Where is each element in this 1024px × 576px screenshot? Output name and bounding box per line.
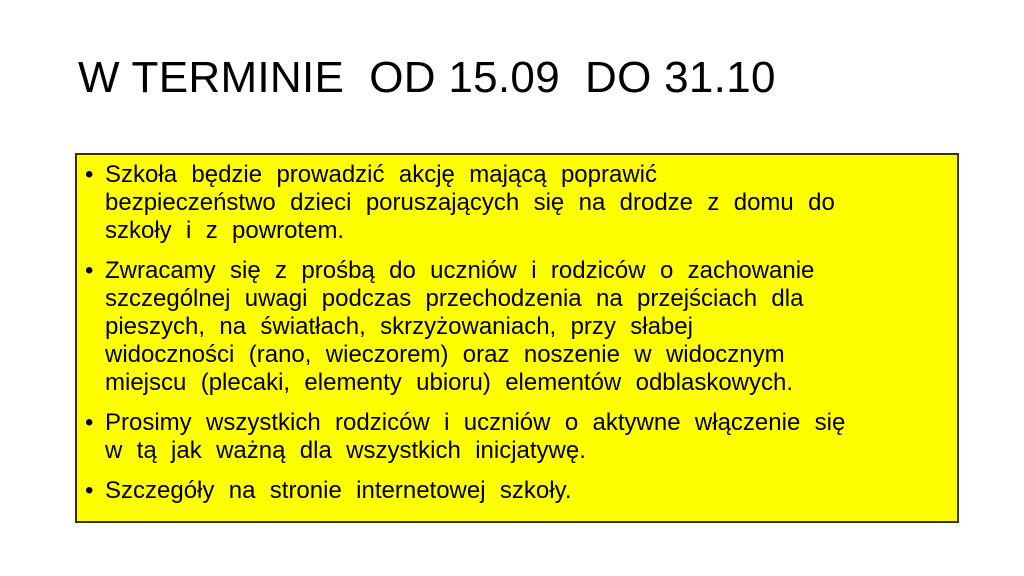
bullet-item-4 — [82, 477, 949, 505]
bullet-1-line-1: Szkoła będzie prowadzić akcję mającą poprawić — [105, 161, 657, 188]
bullet-marker: • — [85, 161, 94, 188]
bullet-item-2 — [82, 257, 949, 397]
bullet-3-line-1: Prosimy wszystkich rodziców i uczniów o aktywne włączenie się — [105, 409, 846, 436]
bullet-item-1 — [82, 161, 949, 245]
bullet-3-line-2: w tą jak ważną dla wszystkich inicjatywę. — [105, 437, 586, 464]
highlight-box — [75, 153, 959, 523]
bullet-marker: • — [85, 257, 94, 284]
bullet-4-line-1: Szczegóły na stronie internetowej szkoły. — [105, 477, 572, 504]
bullet-2-line-3: pieszych, na światłach, skrzyżowaniach, przy słabej — [105, 313, 693, 340]
bullet-2-line-4: widoczności (rano, wieczorem) oraz noszenie w widocznym — [105, 341, 785, 368]
bullet-marker: • — [85, 477, 94, 504]
bullet-item-3 — [82, 409, 949, 465]
bullet-2-line-2: szczególnej uwagi podczas przechodzenia na przejściach dla — [105, 285, 804, 312]
slide-title: W TERMINIE OD 15.09 DO 31.10 — [78, 53, 776, 102]
bullet-1-line-2: bezpieczeństwo dzieci poruszających się na drodze z domu do — [105, 189, 835, 216]
bullet-marker: • — [85, 409, 94, 436]
bullet-2-line-5: miejscu (plecaki, elementy ubioru) elementów odblaskowych. — [105, 369, 794, 396]
bullet-1-line-3: szkoły i z powrotem. — [105, 217, 345, 244]
bullet-2-line-1: Zwracamy się z prośbą do uczniów i rodziców o zachowanie — [105, 257, 815, 284]
bullet-list — [82, 161, 949, 505]
